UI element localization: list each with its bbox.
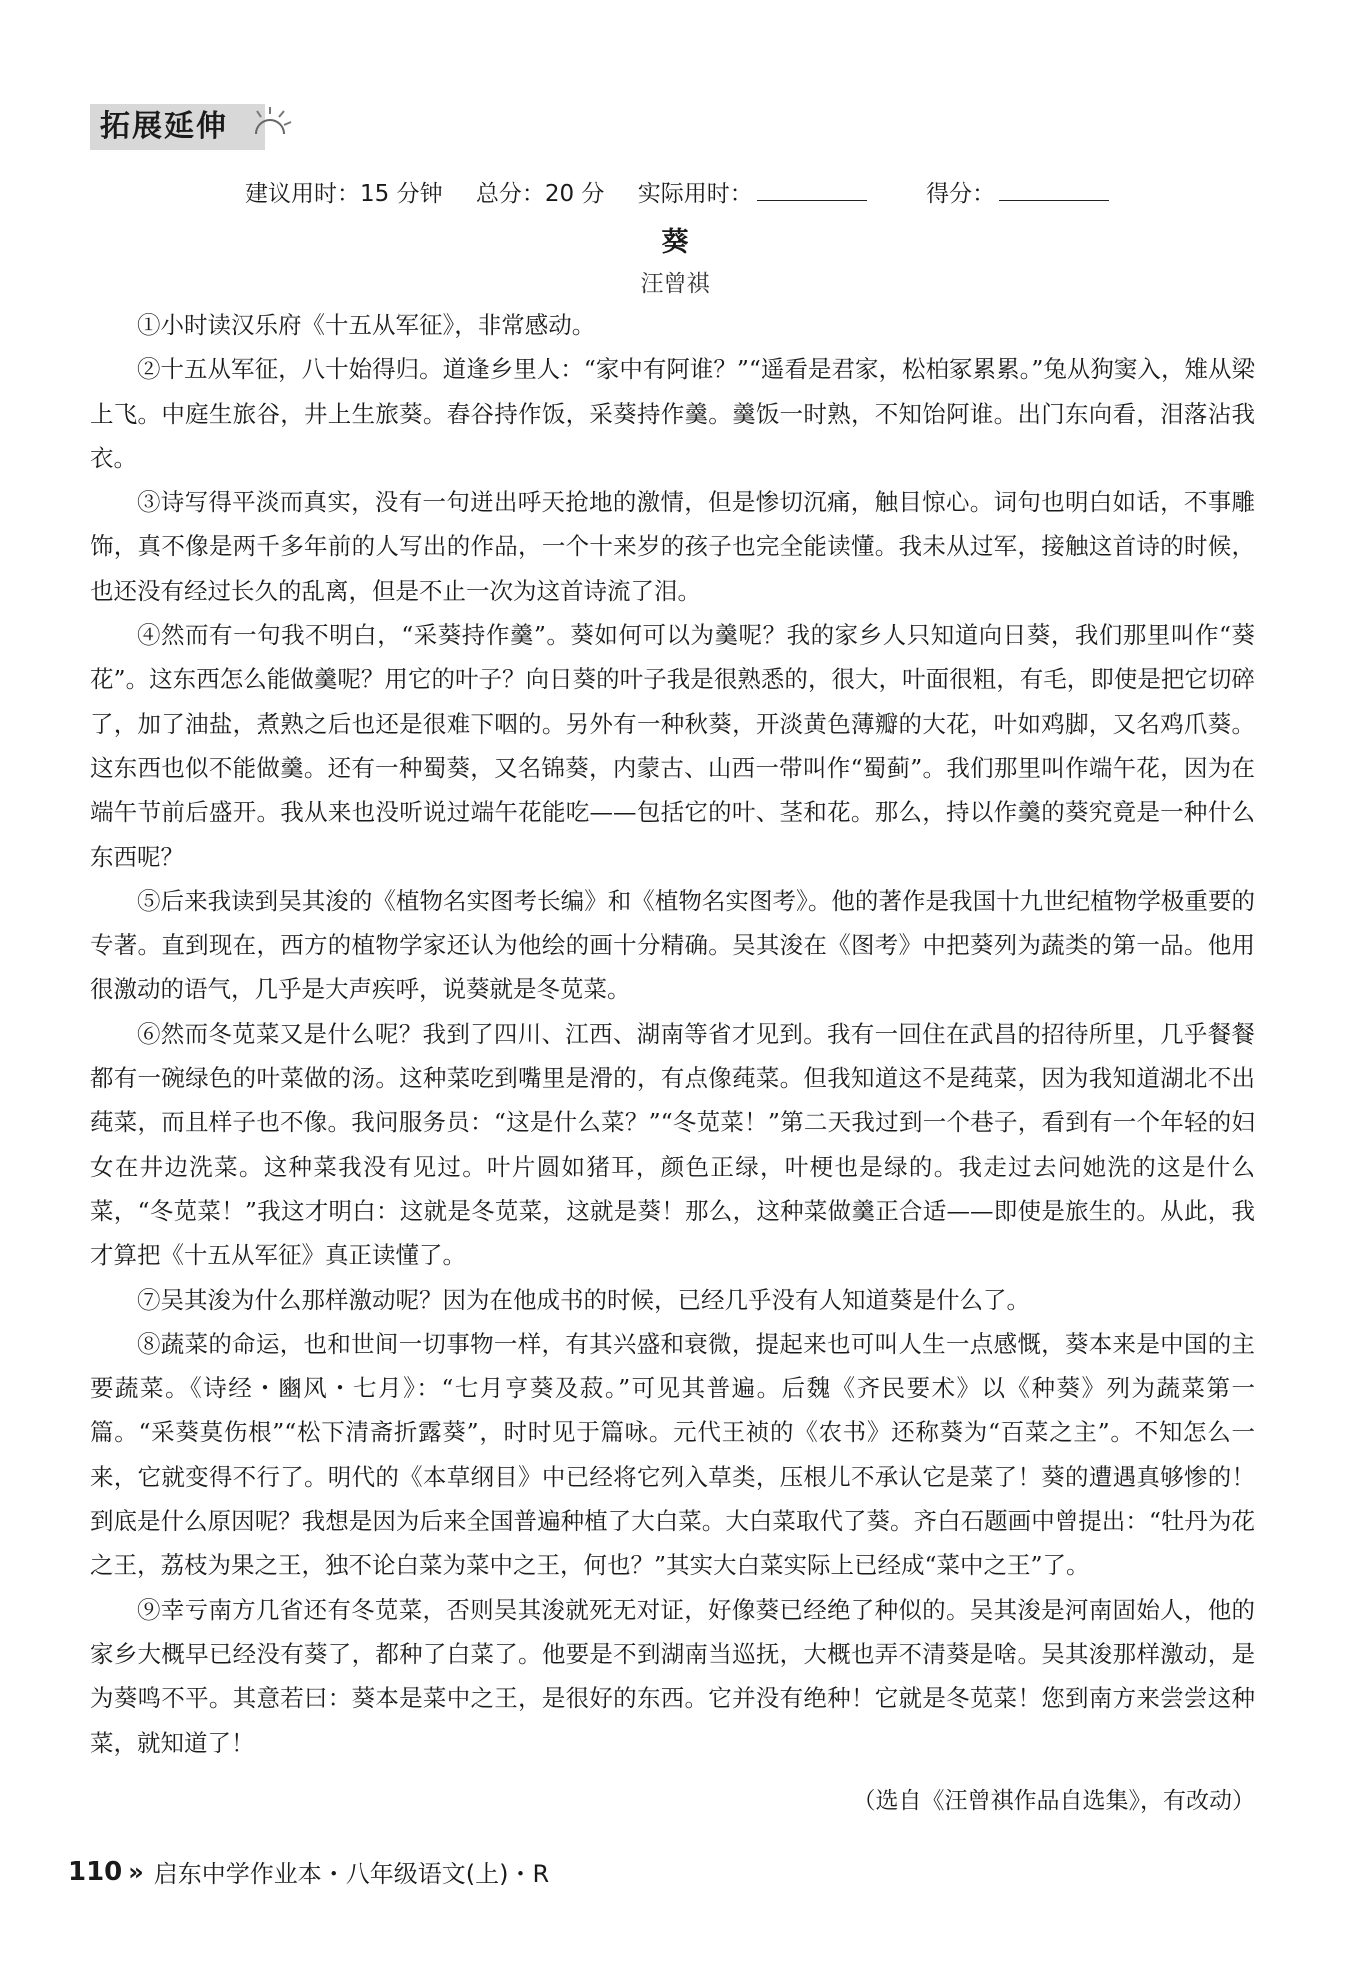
article-body [90,303,1255,1765]
page-number: 110 [68,1856,123,1887]
book-title: 启东中学作业本・八年级语文(上)・R [153,1860,550,1888]
score-label: 得分： [926,181,996,207]
article-source: （选自《汪曾祺作品自选集》，有改动） [852,1788,1255,1814]
paragraph: ⑤后来我读到吴其浚的《植物名实图考长编》和《植物名实图考》。他的著作是我国十九世纪植物学极重要的专著。直到现在，西方的植物学家还认为他绘的画十分精确。吴其浚在《图考》中把葵列为蔬类的第一品。他用很激动的语气，几乎是大声疾呼，说葵就是冬苋菜。 [90,886,1255,1004]
score-field[interactable] [926,181,1135,207]
paragraph: ④然而有一句我不明白，“采葵持作羹”。葵如何可以为羹呢？我的家乡人只知道向日葵，我们那里叫作“葵花”。这东西怎么能做羹呢？用它的叶子？向日葵的叶子我是很熟悉的，很大，叶面很粗，有毛，即使是把它切碎了，加了油盐，煮熟之后也还是很难下咽的。另外有一种秋葵，开淡黄色薄瓣的大花，叶如鸡脚，又名鸡爪葵。这东西也似不能做羹。还有一种蜀葵，又名锦葵，内蒙古、山西一带叫作“蜀蓟”。我们那里叫作端午花，因为在端午节前后盛开。我从来也没听说过端午花能吃——包括它的叶、茎和花。那么，持以作羹的葵究竟是一种什么东西呢？ [90,621,1255,871]
article-title: 葵 [661,227,689,258]
paragraph: ⑨幸亏南方几省还有冬苋菜，否则吴其浚就死无对证，好像葵已经绝了种似的。吴其浚是河南固始人，他的家乡大概早已经没有葵了，都种了白菜了。他要是不到湖南当巡抚，大概也弄不清葵是啥。吴其浚那样激动，是为葵鸣不平。其意若曰：葵本是菜中之王，是很好的东西。它并没有绝种！它就是冬苋菜！您到南方来尝尝这种菜，就知道了！ [90,1595,1255,1757]
time-score-row [245,175,1161,208]
article-author: 汪曾祺 [640,271,710,297]
actual-time-field[interactable] [638,181,893,207]
section-header-label: 拓展延伸 [100,109,228,144]
actual-time-blank[interactable] [757,180,867,201]
suggested-time: 建议用时：15 分钟 [245,181,443,207]
paragraph: ②十五从军征，八十始得归。道逢乡里人：“家中有阿谁？”“遥看是君家，松柏冢累累。”兔从狗窦入，雉从梁上飞。中庭生旅谷，井上生旅葵。舂谷持作饭，采葵持作羹。羹饭一时熟，不知饴阿谁。出门东向看，泪落沾我衣。 [90,355,1255,472]
sun-icon [250,104,294,144]
chevron-right-icon: » [128,1857,140,1886]
paragraph: ⑧蔬菜的命运，也和世间一切事物一样，有其兴盛和衰微，提起来也可叫人生一点感慨，葵本来是中国的主要蔬菜。《诗经・豳风・七月》：“七月亨葵及菽。”可见其普遍。后魏《齐民要术》以《种葵》列为蔬菜第一篇。“采葵莫伤根”“松下清斋折露葵”，时时见于篇咏。元代王祯的《农书》还称葵为“百菜之主”。不知怎么一来，它就变得不行了。明代的《本草纲目》中已经将它列入草类，压根儿不承认它是菜了！葵的遭遇真够惨的！到底是什么原因呢？我想是因为后来全国普遍种植了大白菜。大白菜取代了葵。齐白石题画中曾提出：“牡丹为花之王，荔枝为果之王，独不论白菜为菜中之王，何也？”其实大白菜实际上已经成“菜中之王”了。 [90,1329,1255,1580]
score-blank[interactable] [999,180,1109,201]
page-footer [68,1854,549,1889]
paragraph: ⑦吴其浚为什么那样激动呢？因为在他成书的时候，已经几乎没有人知道葵是什么了。 [137,1285,1030,1314]
actual-time-label: 实际用时： [637,181,753,207]
total-score: 总分：20 分 [475,181,605,207]
paragraph: ⑥然而冬苋菜又是什么呢？我到了四川、江西、湖南等省才见到。我有一回住在武昌的招待所里，几乎餐餐都有一碗绿色的叶菜做的汤。这种菜吃到嘴里是滑的，有点像莼菜。但我知道这不是莼菜，因为我知道湖北不出莼菜，而且样子也不像。我问服务员：“这是什么菜？”“冬苋菜！”第二天我过到一个巷子，看到有一个年轻的妇女在井边洗菜。这种菜我没有见过。叶片圆如猪耳，颜色正绿，叶梗也是绿的。我走过去问她洗的这是什么菜，“冬苋菜！”我这才明白：这就是冬苋菜，这就是葵！那么，这种菜做羹正合适——即使是旅生的。从此，我才算把《十五从军征》真正读懂了。 [90,1019,1255,1270]
paragraph: ③诗写得平淡而真实，没有一句迸出呼天抢地的激情，但是惨切沉痛，触目惊心。词句也明白如话，不事雕饰，真不像是两千多年前的人写出的作品，一个十来岁的孩子也完全能读懂。我未从过军，接触这首诗的时候，也还没有经过长久的乱离，但是不止一次为这首诗流了泪。 [90,488,1255,605]
paragraph: ①小时读汉乐府《十五从军征》，非常感动。 [137,311,596,339]
